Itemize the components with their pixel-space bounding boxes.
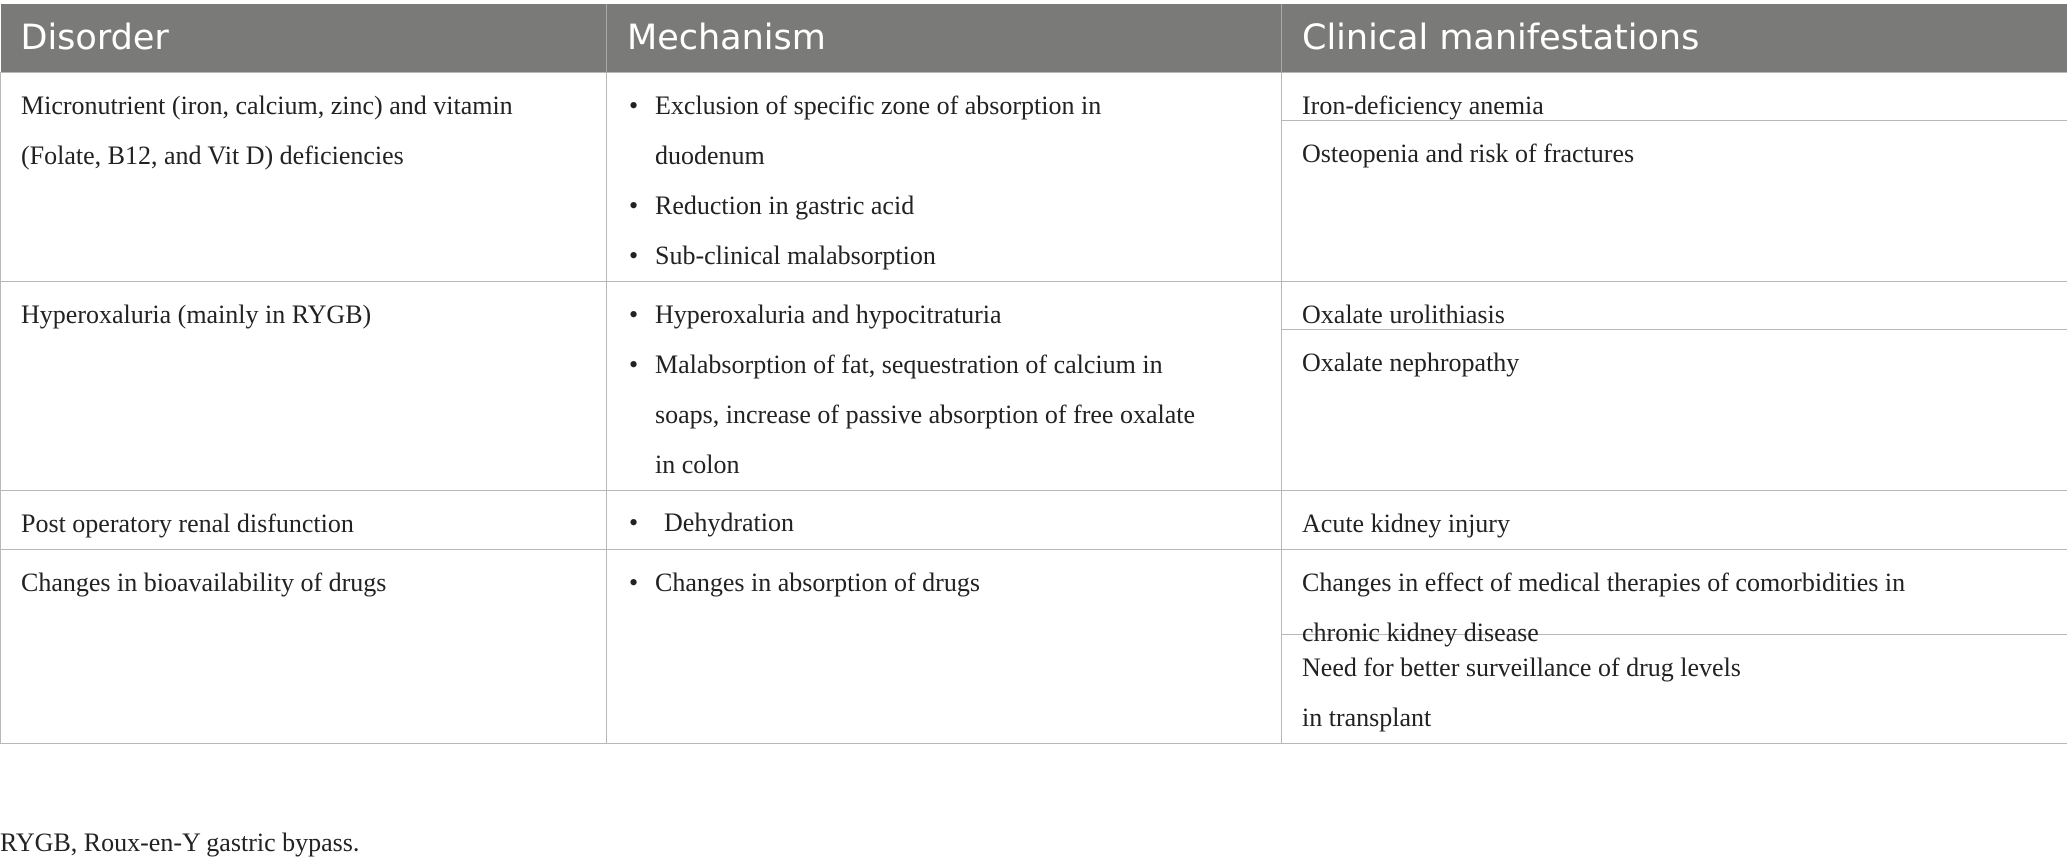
mechanism-list [627, 508, 1265, 538]
manifestation-line: Changes in effect of medical therapies of comorbidities in [1302, 567, 1906, 597]
mechanism-cell [607, 72, 1282, 281]
header-mechanism: Mechanism [607, 4, 1282, 72]
manifestation-line: Need for better surveillance of drug levels [1302, 652, 1741, 682]
mechanism-line: duodenum [655, 140, 765, 170]
manifestation-item [1282, 120, 2067, 179]
mechanism-list [627, 290, 1265, 490]
table-row [1, 281, 2067, 490]
manifestation-line: Oxalate urolithiasis [1302, 299, 1505, 329]
disorder-line: Micronutrient (iron, calcium, zinc) and vitamin [21, 90, 513, 120]
disorders-table [0, 4, 2067, 744]
header-clinical-manifestations: Clinical manifestations [1282, 4, 2067, 72]
mechanism-item [627, 558, 1265, 608]
table-header [1, 4, 2067, 72]
manifestations-cell [1282, 490, 2067, 549]
disorder-cell [1, 549, 607, 743]
table-container [0, 4, 2067, 744]
mechanism-item [627, 290, 1265, 340]
mechanism-line: • Dehydration [664, 507, 794, 537]
mechanism-item [627, 181, 1265, 231]
manifestation-item [1282, 73, 2067, 120]
mechanism-item [627, 508, 1265, 538]
manifestation-item [1282, 634, 2067, 743]
manifestations-cell [1282, 549, 2067, 743]
manifestation-line: in transplant [1302, 702, 1432, 732]
disorder-cell [1, 281, 607, 490]
manifestations-cell [1282, 281, 2067, 490]
mechanism-line: • Malabsorption of fat, sequestration of calcium in [655, 349, 1163, 379]
disorder-cell [1, 490, 607, 549]
mechanism-line: • Changes in absorption of drugs [655, 567, 980, 597]
manifestations-cell [1282, 72, 2067, 281]
manifestation-line: Iron-deficiency anemia [1302, 90, 1544, 120]
mechanism-line: soaps, increase of passive absorption of free oxalate [655, 399, 1196, 429]
header-row [1, 4, 2067, 72]
manifestation-line: chronic kidney disease [1302, 617, 1539, 647]
manifestation-line: Osteopenia and risk of fractures [1302, 138, 1635, 168]
table-row [1, 549, 2067, 743]
mechanism-line: • Sub-clinical malabsorption [655, 240, 936, 270]
mechanism-line: • Exclusion of specific zone of absorption in [655, 90, 1102, 120]
header-disorder: Disorder [1, 4, 607, 72]
mechanism-cell [607, 549, 1282, 743]
mechanism-item [627, 231, 1265, 281]
disorder-cell [1, 72, 607, 281]
mechanism-line: in colon [655, 449, 740, 479]
disorder-line: Changes in bioavailability of drugs [21, 567, 387, 597]
manifestation-item [1282, 282, 2067, 329]
manifestation-line: Oxalate nephropathy [1302, 347, 1520, 377]
mechanism-line: • Reduction in gastric acid [655, 190, 915, 220]
manifestation-line: Acute kidney injury [1302, 508, 1510, 538]
mechanism-list [627, 558, 1265, 608]
disorder-line: Hyperoxaluria (mainly in RYGB) [21, 299, 372, 329]
disorder-line: Post operatory renal disfunction [21, 508, 354, 538]
mechanism-line: • Hyperoxaluria and hypocitraturia [655, 299, 1002, 329]
table-row [1, 72, 2067, 281]
mechanism-list [627, 81, 1265, 281]
manifestation-item [1282, 550, 2067, 647]
mechanism-cell [607, 281, 1282, 490]
table-body [1, 72, 2067, 743]
mechanism-item [627, 81, 1265, 181]
manifestation-item [1282, 329, 2067, 388]
table-row [1, 490, 2067, 549]
disorder-line: (Folate, B12, and Vit D) deficiencies [21, 140, 404, 170]
mechanism-cell [607, 490, 1282, 549]
table-footnote: RYGB, Roux-en-Y gastric bypass. [0, 828, 360, 857]
mechanism-item [627, 340, 1265, 490]
